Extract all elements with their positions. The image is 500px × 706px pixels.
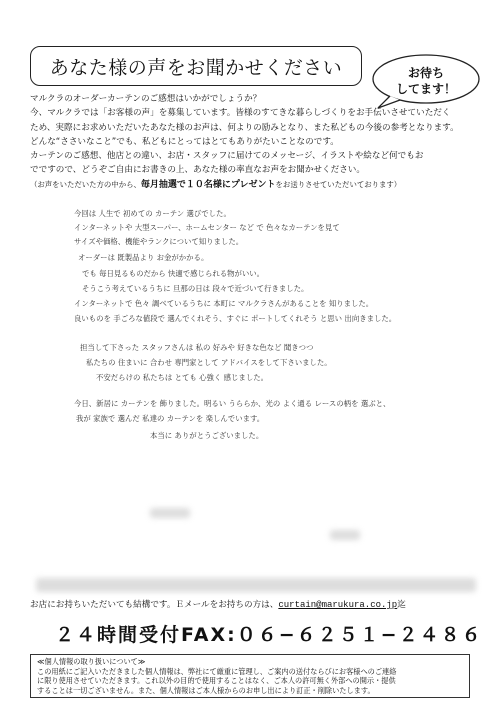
fax-line: [55, 620, 483, 647]
handwritten-line: 今日、新居に カーテンを 飾りました。明るい うららか、光の よく通る レースの柄を 選ぶと、: [74, 399, 391, 408]
fax-number: ０６−６２５１−２４８６: [236, 624, 483, 646]
handwritten-message: [60, 200, 470, 560]
handwritten-line: サイズや価格、機能やランクについて知りました。: [74, 237, 244, 246]
intro-line: 今、マルクラでは「お客様の声」を募集しています。皆様のすてきな暮らしづくりをお手伝いさせていただく: [30, 108, 451, 119]
badge-line-2: してます！: [395, 82, 456, 96]
fax-label: ２４時間受付FAX:: [55, 624, 237, 646]
intro-text: [30, 92, 490, 192]
handwritten-line: 本当に ありがとうございました。: [150, 431, 264, 440]
contact-line: [30, 598, 406, 610]
handwritten-line: 今回は 人生で 初めての カーテン 選びでした。: [74, 209, 231, 218]
redacted-area: [150, 508, 190, 518]
page-title: あなた様の声をお聞かせください: [49, 56, 343, 79]
privacy-title: ≪個人情報の取り扱いについて≫: [37, 657, 146, 666]
privacy-notice: [30, 654, 470, 698]
handwritten-line: オーダーは 既製品より お金がかかる。: [78, 253, 209, 262]
privacy-line: することは一切ございません。また、個人情報はご本人様からのお申し出により訂正・削除いたします。: [37, 685, 375, 695]
page-title-box: [30, 46, 362, 86]
prize-note: [30, 178, 490, 192]
intro-line: どんな“ささいなこと”でも、私どもにとってはとてもありがたいことなのです。: [30, 136, 339, 147]
handwritten-line: 我が 家族で 選んだ 私達の カーテンを 楽しんでいます。: [76, 414, 265, 423]
intro-line: でですので、どうぞご自由にお書きの上、あなた様の率直なお声をお聞かせください。: [30, 165, 365, 176]
handwritten-line: 担当して下さった スタッフさんは 私の 好みや 好きな色など 聞きつつ: [80, 343, 314, 352]
handwritten-line: 不安だらけの 私たちは とても 心強く 感じました。: [96, 373, 268, 382]
handwritten-line: インターネットや 大型スーパー、ホームセンター など で 色々なカーテンを見て: [74, 223, 340, 232]
intro-line: マルクラのオーダーカーテンのご感想はいかがでしょうか？: [30, 94, 262, 104]
handwritten-line: そうこう考えているうちに 旦那の日は 段々で近づいて行きました。: [82, 284, 309, 293]
handwritten-line: 私たちの 住まいに 合わせ 専門家として アドバイスをして下さいました。: [86, 358, 332, 367]
badge-line-1: お待ち: [407, 66, 444, 80]
handwritten-line: でも 毎日見るものだから 快適で感じられる物がいい。: [82, 269, 265, 278]
privacy-line: に限り使用させていただきます。これ以外の目的で使用することはなく、ご本人の許可無く外部への開示・提供: [37, 676, 396, 686]
prize-note-prefix: （お声をいただいた方の中から、: [30, 179, 141, 189]
contact-text: お店にお持ちいただいても結構です。Ｅメールをお持ちの方は、: [30, 600, 279, 610]
intro-line: カーテンのご感想、他店との違い、お店・スタッフに届けてのメッセージ、イラストや絵など何でもお: [30, 151, 424, 162]
redacted-signature: [36, 578, 476, 592]
handwritten-line: 良いものを 手ごろな値段で 選んでくれそう、すぐに ポートしてくれそう と思い 出向きました。: [74, 314, 397, 323]
privacy-line: この用紙にご記入いただきました個人情報は、弊社にて厳重に管理し、ご案内の送付ならびにお客様へのご連絡: [37, 666, 397, 676]
prize-note-suffix: をお送りさせていただいております）: [275, 179, 402, 189]
handwritten-line: インターネットで 色々 調べているうちに 本町に マルクラさんがあることを 知りました。: [74, 299, 374, 308]
contact-suffix: 迄: [397, 600, 406, 610]
intro-line: ため、実際にお求めいただいたあなた様のお声は、何よりの励みとなり、また私どもの今後の参考となります。: [30, 122, 459, 133]
prize-note-highlight: 毎月抽選で１０名様にプレゼント: [140, 179, 276, 190]
redacted-area: [330, 530, 360, 540]
email-link[interactable]: curtain@marukura.co.jp: [278, 600, 398, 610]
